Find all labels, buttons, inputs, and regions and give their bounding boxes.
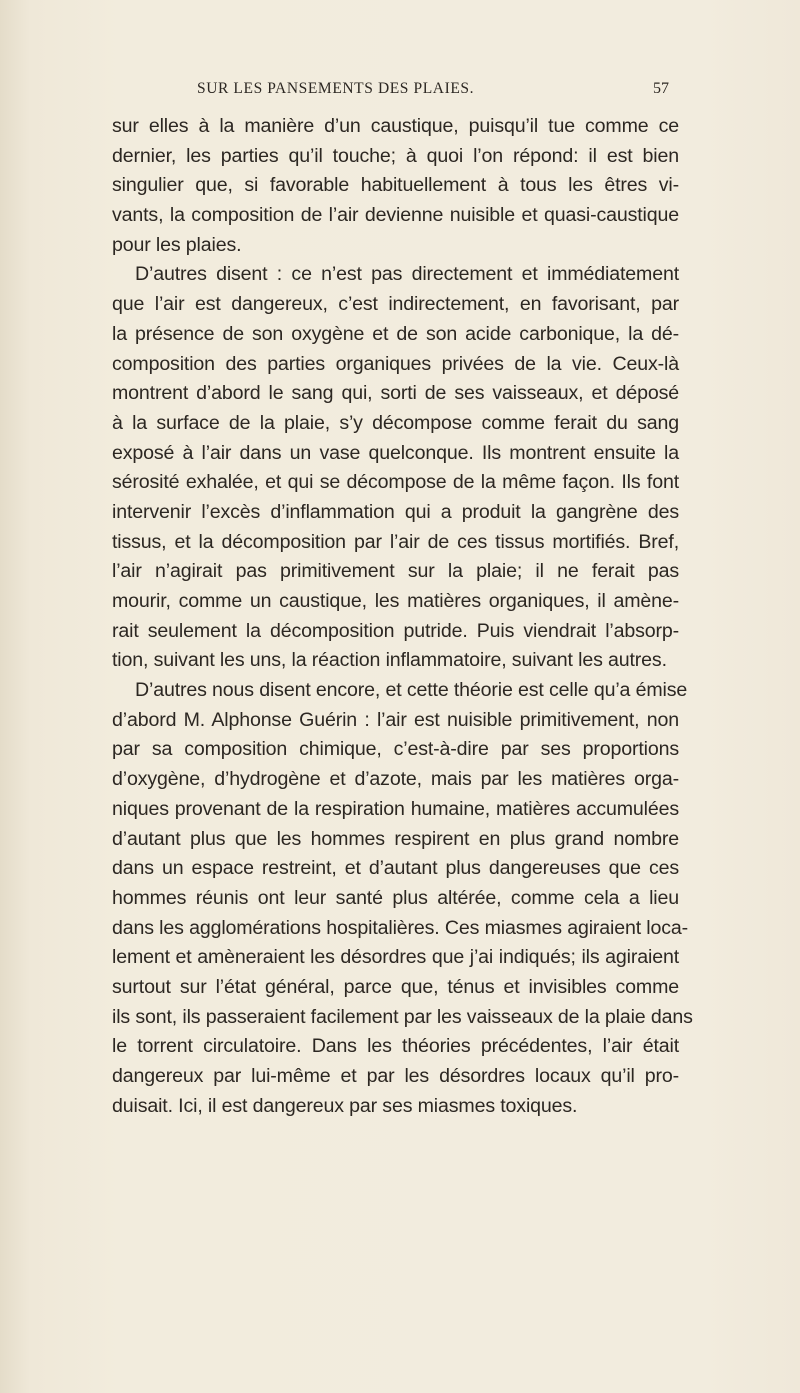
text-line: sur elles à la manière d’un caustique, puisqu’il tue comme ce [112, 115, 679, 137]
text-line: vants, la composition de l’air devienne nuisible et quasi-caustique [112, 204, 679, 227]
text-line: rait seulement la décomposition putride. Puis viendrait l’absorp- [112, 619, 679, 642]
text-line: D’autres disent : ce n’est pas directement et immédiatement [135, 263, 679, 286]
text-line: d’abord M. Alphonse Guérin : l’air est nuisible primitivement, non [112, 708, 679, 731]
text-line: par sa composition chimique, c’est-à-dire par ses proportions [112, 738, 679, 761]
page-number: 57 [653, 80, 669, 97]
running-head: SUR LES PANSEMENTS DES PLAIES. [197, 80, 475, 97]
text-line: le torrent circulatoire. Dans les théories précédentes, l’air était [112, 1035, 679, 1058]
text-line: ils sont, ils passeraient facilement par les vaisseaux de la plaie dans [112, 1005, 693, 1028]
text-line: dans un espace restreint, et d’autant plus dangereuses que ces [112, 857, 679, 880]
text-line: intervenir l’excès d’inflammation qui a produit la gangrène des [112, 500, 679, 523]
text-line: la présence de son oxygène et de son acide carbonique, la dé- [112, 322, 679, 345]
text-line: tion, suivant les uns, la réaction inflammatoire, suivant les autres. [112, 649, 667, 672]
text-line: pour les plaies. [112, 233, 242, 256]
text-line: à la surface de la plaie, s’y décompose comme ferait du sang [112, 411, 679, 434]
text-line: dernier, les parties qu’il touche; à quoi l’on répond: il est bien [112, 144, 679, 167]
text-line: D’autres nous disent encore, et cette théorie est celle qu’a émise [135, 679, 688, 702]
text-line: dangereux par lui-même et par les désordres locaux qu’il pro- [112, 1065, 679, 1087]
text-line: d’autant plus que les hommes respirent en plus grand nombre [112, 827, 679, 850]
text-line: sérosité exhalée, et qui se décompose de la même façon. Ils font [112, 471, 679, 494]
text-line: dans les agglomérations hospitalières. Ces miasmes agiraient loca- [112, 916, 689, 939]
text-line: surtout sur l’état général, parce que, ténus et invisibles comme [112, 975, 679, 998]
text-line: d’oxygène, d’hydrogène et d’azote, mais par les matières orga- [112, 768, 679, 791]
text-line: l’air n’agirait pas primitivement sur la plaie; il ne ferait pas [112, 560, 679, 583]
text-line: montrent d’abord le sang qui, sorti de ses vaisseaux, et déposé [112, 382, 679, 405]
text-line: que l’air est dangereux, c’est indirectement, en favorisant, par [112, 293, 679, 316]
page-header [112, 80, 679, 104]
text-line: mourir, comme un caustique, les matières organiques, il amène- [112, 590, 679, 612]
text-line: niques provenant de la respiration humaine, matières accumulées [112, 797, 679, 820]
text-line: singulier que, si favorable habituellement à tous les êtres vi- [112, 174, 679, 197]
text-line: lement et amèneraient les désordres que j’ai indiqués; ils agiraient [112, 946, 679, 969]
text-line: duisait. Ici, il est dangereux par ses miasmes toxiques. [112, 1094, 578, 1117]
text-line: exposé à l’air dans un vase quelconque. Ils montrent ensuite la [112, 441, 679, 464]
text-line: composition des parties organiques privées de la vie. Ceux-là [112, 352, 679, 375]
text-line: tissus, et la décomposition par l’air de ces tissus mortifiés. Bref, [112, 530, 679, 553]
text-line: hommes réunis ont leur santé plus altérée, comme cela a lieu [112, 886, 679, 909]
body-text [112, 112, 693, 1121]
